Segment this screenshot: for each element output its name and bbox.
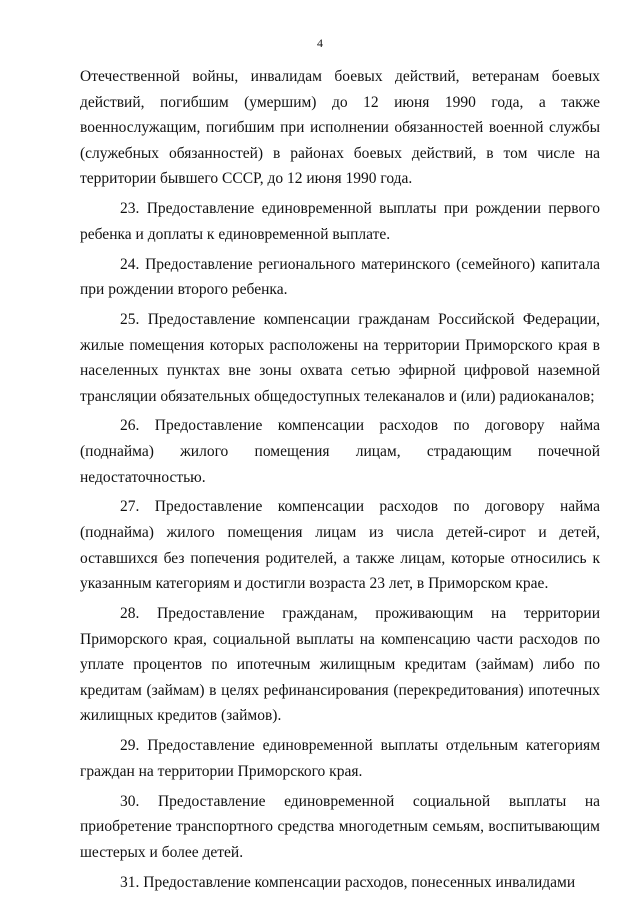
paragraph-item-28: 28. Предоставление гражданам, проживающим на территории Приморского края, социальной выплаты на компенсацию части расходов по уплате процентов по ипотечным жилищным кредитам (займам) либо по кредитам (займам) в целях рефинансирования (перекредитования) ипотечных жилищных кредитов (займов).	[80, 605, 600, 725]
paragraph-item-24: 24. Предоставление регионального материнского (семейного) капитала при рождении второго ребенка.	[80, 255, 600, 299]
paragraph-item-27: 27. Предоставление компенсации расходов по договору найма (поднайма) жилого помещения лицам из числа детей-сирот и детей, оставшихся без попечения родителей, а также лицам, которые относились к указанным категориям и достигли возраста 23 лет, в Приморском крае.	[80, 498, 600, 593]
paragraph-item-23: 23. Предоставление единовременной выплаты при рождении первого ребенка и доплаты к единовременной выплате.	[80, 200, 600, 243]
paragraph-item-25: 25. Предоставление компенсации гражданам Российской Федерации, жилые помещения которых расположены на территории Приморского края в населенных пунктах вне зоны охвата сетью эфирной цифровой наземной трансляции обязательных общедоступных телеканалов и (или) радиоканалов;	[80, 310, 600, 405]
paragraph-item-29: 29. Предоставление единовременной выплаты отдельным категориям граждан на территории Приморского края.	[80, 737, 600, 780]
paragraph-item-30: 30. Предоставление единовременной социальной выплаты на приобретение транспортного средства многодетным семьям, воспитывающим шестерых и более детей.	[80, 792, 600, 861]
paragraph-continuation: Отечественной войны, инвалидам боевых действий, ветеранам боевых действий, погибшим (умершим) до 12 июня 1990 года, а также военнослужащим, погибшим при исполнении обязанностей военной службы (служебных обязанностей) в районах боевых действий, в том числе на территории бывшего СССР, до 12 июня 1990 года.	[80, 68, 600, 188]
document-body	[80, 64, 600, 899]
page-number: 4	[317, 36, 323, 50]
paragraph-item-26: 26. Предоставление компенсации расходов по договору найма (поднайма) жилого помещения лицам, страдающим почечной недостаточностью.	[80, 417, 600, 486]
paragraph-item-31: 31. Предоставление компенсации расходов, понесенных инвалидами	[120, 873, 576, 891]
